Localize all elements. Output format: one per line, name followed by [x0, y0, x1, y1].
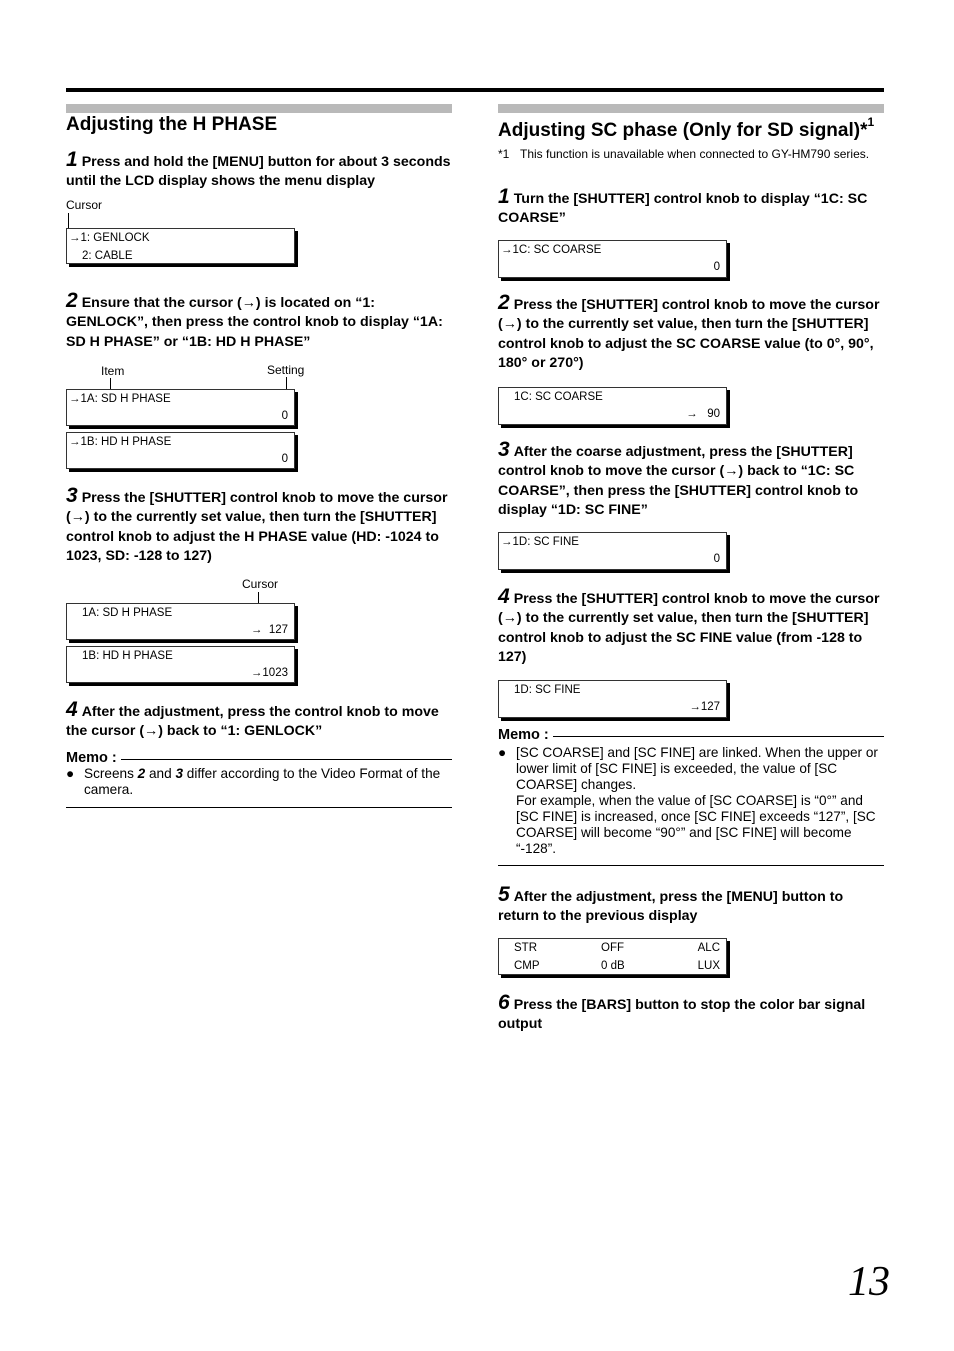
lcd-cell: OFF	[601, 942, 624, 954]
lcd-sc-coarse	[498, 240, 727, 278]
lcd-line: 1C: SC COARSE	[512, 244, 602, 256]
footnote-ref: 1	[867, 114, 875, 129]
step-text: Press the [SHUTTER] control knob to move the cursor (	[498, 297, 880, 333]
section-title-sc-phase	[498, 114, 875, 142]
step-number: 3	[498, 438, 510, 461]
step-3-h-phase	[66, 486, 452, 567]
step-text: After the coarse adjustment, press the [SHUTTER] control knob to move the cursor (	[498, 444, 853, 480]
step-text: After the adjustment, press the control knob to move the cursor (	[66, 704, 439, 740]
memo-text: differ according to the Video Format of the camera.	[84, 766, 441, 797]
cursor-arrow-icon: →	[250, 624, 269, 636]
memo-rule-top	[66, 759, 452, 760]
step-number: 4	[498, 585, 510, 608]
step-number: 1	[498, 185, 510, 208]
lcd-value: 0	[713, 553, 720, 565]
cursor-arrow-icon: →	[69, 393, 81, 405]
lcd-sc-fine-adjust	[498, 680, 727, 718]
cursor-label: Cursor	[66, 198, 103, 212]
step-number: 6	[498, 991, 510, 1014]
step-text: Press the [SHUTTER] control knob to move the cursor (	[66, 490, 448, 526]
memo-text: and	[145, 766, 176, 781]
cursor-arrow-icon: →	[144, 723, 159, 740]
step-number: 4	[66, 698, 78, 721]
lcd-line: 1B: HD H PHASE	[80, 436, 172, 448]
memo-title: Memo :	[66, 749, 121, 767]
lcd-line: 1A: SD H PHASE	[82, 607, 173, 619]
lcd-line: 2: CABLE	[82, 250, 133, 262]
bullet-icon: ●	[498, 745, 507, 760]
lcd-cell: LUX	[697, 960, 720, 972]
step-5-sc-phase	[498, 885, 884, 927]
section-bar-right	[498, 104, 884, 113]
step-number: 2	[498, 291, 510, 314]
step-text: Ensure that the cursor (	[81, 295, 242, 311]
lcd-value: 127	[700, 701, 720, 713]
lcd-line: 1C: SC COARSE	[514, 391, 603, 403]
screen-ref: 2	[137, 766, 146, 781]
lcd-value: 0	[281, 453, 288, 465]
step-number: 3	[66, 484, 78, 507]
lcd-cell: CMP	[514, 960, 540, 972]
lcd-value: 127	[268, 624, 288, 636]
step-6-sc-phase	[498, 993, 884, 1035]
memo-rule-top	[498, 736, 884, 737]
cursor-arrow-icon: →	[501, 536, 513, 548]
lcd-value: 90	[707, 408, 720, 420]
cursor-arrow-icon: →	[250, 667, 263, 679]
lcd-hd-h-phase-adjust	[66, 646, 295, 683]
lcd-cell: STR	[514, 942, 537, 954]
step-text: ) back to “1: GENLOCK”	[158, 723, 323, 740]
setting-label: Setting	[267, 363, 305, 377]
section-title-h-phase: Adjusting the H PHASE	[66, 114, 278, 135]
lcd-line: 1A: SD H PHASE	[80, 393, 171, 405]
cursor-label: Cursor	[242, 577, 279, 591]
step-number: 5	[498, 883, 510, 906]
screen-ref: 3	[175, 766, 184, 781]
step-text: After the adjustment, press the [MENU] button to return to the previous display	[498, 889, 844, 925]
step-text: Turn the [SHUTTER] control knob to display “1C: SC COARSE”	[498, 191, 868, 227]
bullet-icon: ●	[66, 766, 75, 781]
lcd-value: 0	[281, 410, 288, 422]
cursor-arrow-icon: →	[502, 610, 517, 627]
step-number: 1	[66, 148, 78, 171]
footnote-mark: *1	[498, 147, 510, 161]
cursor-arrow-icon: →	[501, 244, 513, 256]
cursor-arrow-icon: →	[69, 232, 81, 244]
lcd-cell: ALC	[697, 942, 720, 954]
lcd-hd-h-phase	[66, 432, 295, 469]
step-text: Press and hold the [MENU] button for about 3 seconds until the LCD display shows the menu display	[66, 154, 451, 190]
title-text: Adjusting SC phase (Only for SD signal)*	[498, 120, 868, 141]
lcd-sd-h-phase	[66, 389, 295, 426]
lcd-status-display	[498, 938, 727, 975]
section-bar-left	[66, 104, 452, 113]
lcd-sc-coarse-adjust	[498, 387, 727, 425]
lcd-line: 1D: SC FINE	[512, 536, 579, 548]
cursor-arrow-icon: →	[724, 463, 739, 480]
memo-paragraph: [SC COARSE] and [SC FINE] are linked. When the upper or lower limit of [SC FINE] is exceeded, the value of [SC COARSE] changes.	[516, 745, 878, 792]
step-1-h-phase	[66, 150, 452, 192]
cursor-arrow-icon: →	[686, 408, 708, 420]
step-text: ) to the currently set value, then turn the [SHUTTER] control knob to adjust the SC COARSE value (to 0°, 90°, 180° or 270°)	[498, 316, 874, 372]
memo-body	[498, 745, 884, 857]
step-number: 2	[66, 289, 78, 312]
cursor-arrow-icon: →	[241, 295, 256, 311]
lcd-line: 1D: SC FINE	[514, 684, 581, 696]
step-3-sc-phase	[498, 440, 884, 521]
step-4-h-phase	[66, 700, 452, 742]
step-1-sc-phase	[498, 187, 884, 229]
step-text: ) back to “1C: SC COARSE”, then press the [SHUTTER] control knob to display “1D: SC FINE”	[498, 463, 859, 519]
step-text: ) is located on “1: GENLOCK”, then press the control knob to display “1A: SD H PHASE” or “1B: HD H PHASE”	[66, 295, 443, 350]
footnote-text: This function is unavailable when connected to GY-HM790 series.	[520, 147, 870, 161]
step-text: ) to the currently set value, then turn the [SHUTTER] control knob to adjust the H PHASE value (HD: -1024 to 1023, SD: -128 to 127)	[66, 509, 439, 565]
top-rule	[66, 88, 884, 92]
lcd-value: 1023	[262, 667, 288, 679]
lcd-value: 0	[713, 261, 720, 273]
step-2-h-phase	[66, 291, 452, 352]
step-4-sc-phase	[498, 587, 884, 668]
item-label: Item	[101, 364, 125, 378]
memo-text: Screens	[84, 766, 138, 781]
lcd-line: 1: GENLOCK	[80, 232, 150, 244]
memo-title: Memo :	[498, 726, 553, 744]
step-text: Press the [SHUTTER] control knob to move the cursor (	[498, 591, 880, 627]
memo-paragraph: For example, when the value of [SC COARSE] is “0°” and [SC FINE] is increased, once [SC FINE] exceeds “127”, [SC COARSE] will become “90°” and [SC FINE] will become “-128”.	[516, 793, 876, 856]
lcd-genlock-menu	[66, 228, 295, 264]
step-2-sc-phase	[498, 293, 884, 374]
page-number: 13	[848, 1259, 890, 1305]
memo-body	[66, 766, 452, 798]
memo-rule-bottom	[498, 865, 884, 866]
step-text: Press the [BARS] button to stop the color bar signal output	[498, 997, 866, 1033]
lcd-sd-h-phase-adjust	[66, 603, 295, 640]
lcd-sc-fine	[498, 532, 727, 570]
cursor-arrow-icon: →	[689, 701, 701, 713]
cursor-arrow-icon: →	[70, 509, 85, 526]
cursor-arrow-icon: →	[69, 436, 81, 448]
memo-rule-bottom	[66, 807, 452, 808]
step-text: ) to the currently set value, then turn the [SHUTTER] control knob to adjust the SC FINE value (from -128 to 127)	[498, 610, 869, 666]
lcd-line: 1B: HD H PHASE	[82, 650, 173, 662]
lcd-cell: 0 dB	[601, 960, 625, 972]
cursor-arrow-icon: →	[502, 316, 517, 333]
